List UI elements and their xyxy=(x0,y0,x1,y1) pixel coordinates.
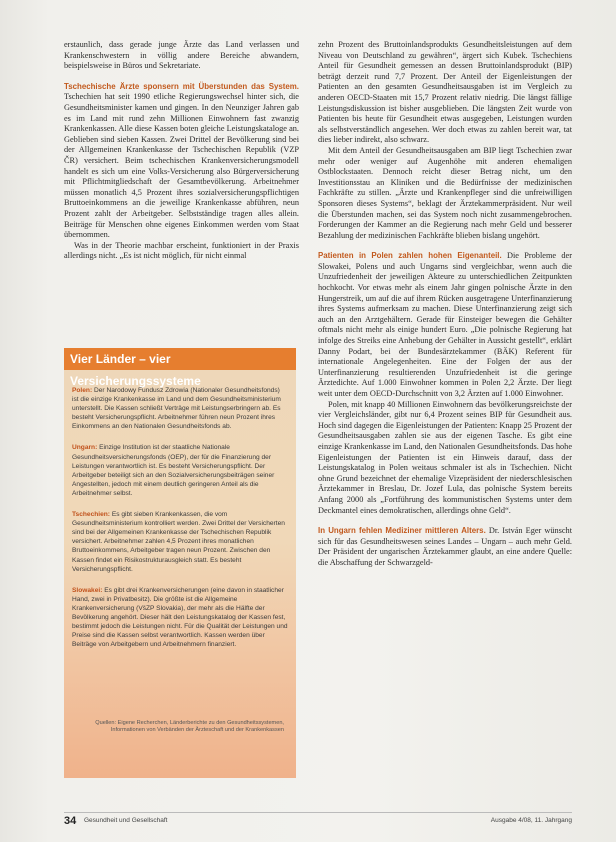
footer-issue: Ausgabe 4/08, 11. Jahrgang xyxy=(490,817,572,824)
box-item-text: Es gibt sieben Krankenkassen, die vom Gesundheitsministerium kontrolliert werden. Zwei Drittel der Versicherten sind bei der Allgemeinen Krankenkasse der Tschechischen Republik versichert. Arbeitnehmer zahlen 4,5 Prozent ihres monatlichen Bruttoeinkommens, Arbeitgeber tragen neun Prozent. Zwischen den Kassen findet ein Risikostrukturausgleich statt. Es besteht Versicherungspflicht. xyxy=(72,511,285,573)
pl-paragraph: Die Probleme der Slowakei, Polens und auch Ungarns sind vergleichbar, wenn auch die Unzufriedenheit der jeweiligen Akteure zu unterschiedlichen Zeitpunkten hochkocht. Vor etwas mehr als einem Jahr gingen polnische Ärzte in den Hungerstreik, um auf die auf ihrem Rücken ausgetragene Unterfinanzierung ihres Systems aufmerksam zu machen. Diese Unterfinanzierung zeigt sich auch an den Arztgehältern. Gerade für Einsteiger bewegen die Gehälter oftmals nicht mehr als einige hundert Euro. „Die polnische Regierung hat infolge des Streiks eine Anhebung der Gehälter in Aussicht gestellt“, erklärt Danny Podart, bei der Bundesärztekammer (BÄK) Referent für internationale Angelegenheiten. Eine der Folgen der aus der Unterfinanzierung resultierenden Unzufriedenheit ist die geringe Ärztedichte. Auf 1.000 Einwohner kommen in Polen 2,2 Ärzte. Der liegt weit unter dem OECD-Durchschnitt von 3,2 Ärzten auf 1.000 Einwohner. xyxy=(318,251,572,398)
right-intro-paragraph-2: Mit dem Anteil der Gesundheitsausgaben am BIP liegt Tschechien zwar mehr oder weniger auf Augenhöhe mit anderen ehemaligen Ostblockstaaten. Dennoch reicht dieser Betrag nicht, um den Investitionsstau an Kliniken und die Bedürfnisse der medizinischen Fachkräfte zu stillen. „Ärzte und Krankenpfleger sind die unfreiwilligen Sponsoren dieses Systems“, beklagt der Ärztekammerpräsident. Nur weil die Überstunden machen, sei das System noch nicht zusammengebrochen. Forderungen der Kammer an die Regierung nach mehr Geld und besserer Bezahlung der medizinischen Fachkräfte blieben bislang ungehört. xyxy=(318,145,572,240)
info-box xyxy=(64,348,296,778)
box-item-text: Es gibt drei Krankenversicherungen (eine davon in staatlicher Hand, zwei in Privatbesitz). Die größte ist die Allgemeine Krankenversicherung (VšZP Slovakia), der mehr als die Hälfte der Bevölkerung angehört. Dieser hält den Leistungskatalog der Kassen fest, bestimmt jedoch die Leistungen nicht. Für die Qualität der Leistungen und Preise sind die Kassen selbst verantwortlich. Kassen werden über Beiträge von Arbeitgebern und Arbeitnehmern finanziert. xyxy=(72,586,288,649)
hu-section xyxy=(318,526,572,568)
pl-section xyxy=(318,251,572,399)
box-item-key: Polen: xyxy=(72,387,93,394)
box-item-text: Der Narodowy Fundusz Zdrowia (Nationaler Gesundheitsfonds) ist die einzige Krankenkasse im Land und dem Gesundheitsministerium unterstellt. Die Kassen schließt Verträge mit Leistungserbringern ab. Es besteht Versicherungspflicht. Arbeitnehmer führen neun Prozent ihres Einkommens an den Nationalen Gesundheitsfonds ab. xyxy=(72,387,281,431)
right-intro-paragraph: zehn Prozent des Bruttoinlandsprodukts Gesundheitsleistungen auf dem Niveau von Deutschland zu gewähren“, ärgert sich Kubek. Tschechiens Anteil für Gesundheit gemessen an dessen Bruttoinlandsprodukt (BIP) beträgt derzeit rund 7,7 Prozent. Der Anteil der Eigenleistungen der Patienten an den gesamten Gesundheitsausgaben ist im Vergleich zu anderen OECD-Staaten mit 15,7 Prozent relativ niedrig. Die längst fällige Leistungsdiskussion ist bisher ausgeblieben. Die längsten Zeit wurde von Patienten bis heute für Gesundheit etwas ausgegeben, Leistungen wurden als selbstverständlich angesehen. Wer doch etwas zu zahlen bereit war, tat dies lieber indirekt, also schwarz. xyxy=(318,40,572,145)
hu-paragraph: Dr. István Eger wünscht sich für das Gesundheitswesen seines Landes – Ungarn – auch mehr Geld. Der Präsident der ungarischen Ärztekammer glaubt, an eine andere Quelle: die Abschaffung der Schwarzgeld- xyxy=(318,526,573,567)
pl-heading: Patienten in Polen zahlen hohen Eigenanteil. xyxy=(318,251,502,261)
box-source-note: Quellen: Eigene Recherchen, Länderberichte zu den Gesundheitssystemen, Informationen von Verbänden der Ärzteschaft und der Krankenkassen xyxy=(95,720,284,733)
footer-rule xyxy=(64,812,572,813)
box-item-key: Slowakei: xyxy=(72,586,103,594)
info-box-title: Vier Länder – vier Versicherungssysteme xyxy=(64,348,296,370)
page-number: 34 xyxy=(64,815,77,827)
right-column xyxy=(318,40,572,569)
cz-paragraph-2: Was in der Theorie machbar erscheint, funktioniert in der Praxis allerdings nicht. „Es ist nicht möglich, für nicht einmal xyxy=(64,240,299,261)
box-item-text: Einzige Institution ist der staatliche Nationale Gesundheitsversicherungsfonds (OEP), der für die Finanzierung der Leistungen verantwortlich ist. Es besteht Versicherungspflicht. Der Arbeitgeber beteiligt sich an den Sozialversicherungsbeiträgen seiner Angestellten, jedoch mit einem deutlich geringeren Anteil als die Arbeitnehmer selbst. xyxy=(72,444,275,497)
box-item-czechia xyxy=(72,510,288,574)
hu-heading: In Ungarn fehlen Mediziner mittleren Alters. xyxy=(318,526,486,536)
info-box-body xyxy=(72,386,288,661)
left-intro-paragraph: erstaunlich, dass gerade junge Ärzte das Land verlassen und Krankenschwestern in völlig andere Bereiche abwandern, beispielsweise in Büros und Sekretariate. xyxy=(64,40,299,71)
box-item-hungary xyxy=(72,443,288,498)
pl-paragraph-2: Polen, mit knapp 40 Millionen Einwohnern das bevölkerungsreichste der vier Vergleichsländer, gibt nur 6,4 Prozent seines BIP für Gesundheit aus. Hoch sind dagegen die Eigenleistungen der Patienten: Knapp 25 Prozent der Gesundheitsausgaben zahlen sie aus der eigenen Tasche. Es gibt eine einzige Krankenkasse im Land, den Nationalen Gesundheitsfonds. Das hohe Eigenleistungen der Patienten ist ein Hinweis darauf, dass der Leistungskatalog in Polen weitaus schmaler ist als in Tschechien. Nicht ohne Grund bezeichnet der ehemalige Vizepräsident der niederschlesischen Ärztekammer in Breslau, Dr. Jozef Lula, das polnische System bereits Anfang 2000 als „Fortführung des kommunistischen Systems unter dem Deckmantel eines demokratischen, allerdings ohne Geld“. xyxy=(318,399,572,515)
box-item-slovakia xyxy=(72,586,288,650)
box-item-poland xyxy=(72,386,288,431)
left-column xyxy=(64,40,299,262)
page-footer xyxy=(64,815,572,829)
box-item-key: Tschechien: xyxy=(72,511,110,519)
footer-section-title: Gesundheit und Gesellschaft xyxy=(84,817,168,824)
cz-paragraph: Tschechien hat seit 1990 etliche Regierungswechsel hinter sich, die Gesundheitsminister kamen und gingen. In den Neunziger Jahren gab es im Land mit rund zehn Millionen Einwohnern fast zwanzig Krankenkassen. Alle diese Kassen boten gleiche Leistungskataloge an. Geblieben sind sieben Kassen. Zwei Drittel der Bevölkerung sind bei der Allgemeinen Krankenkasse der Tschechischen Republik (VZP ČR) versichert. Beim tschechischen Krankenversicherungsmodell handelt es sich um eine Volks-Versicherung also Bürgerversicherung mit Pflichtmitgliedschaft der Gesamtbevölkerung. Arbeitnehmer müssen monatlich 4,5 Prozent ihres sozialversicherungspflichtigen Bruttoeinkommens an die jeweilige Krankenkasse abführen, neun Prozent zahlt der Arbeitgeber. Selbstständige tragen alles allein. Beiträge für Menschen ohne eigenes Einkommen werden vom Staat übernommen. xyxy=(64,92,299,240)
cz-section xyxy=(64,82,299,241)
cz-heading: Tschechische Ärzte sponsern mit Überstunden das System. xyxy=(64,81,299,91)
box-item-key: Ungarn: xyxy=(72,444,98,452)
